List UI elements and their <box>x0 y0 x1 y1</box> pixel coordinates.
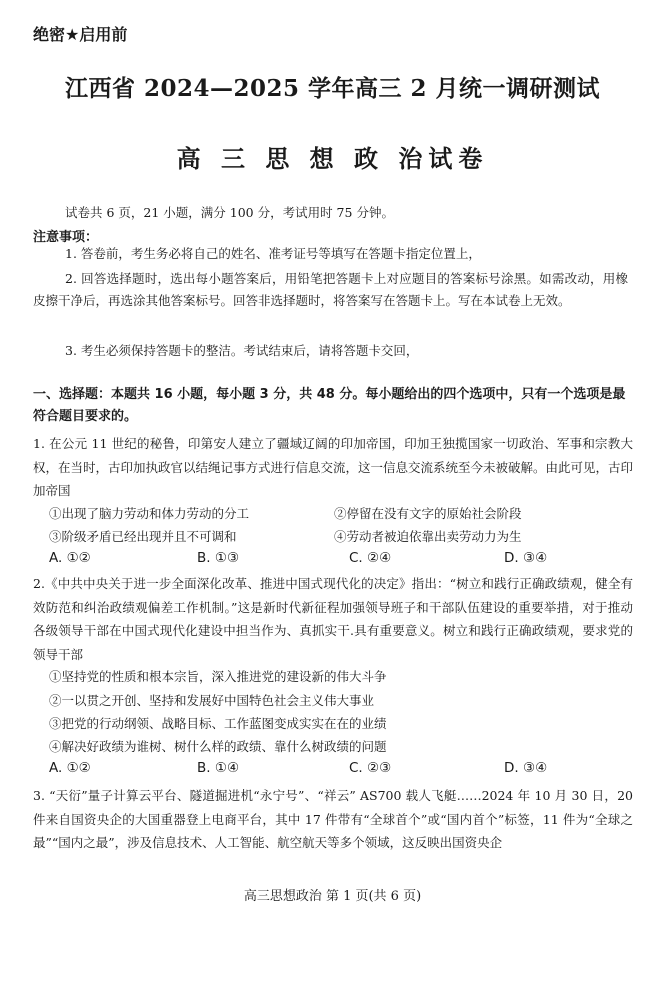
question-1-stem: 1. 在公元 11 世纪的秘鲁，印第安人建立了疆域辽阔的印加帝国，印加王独揽国家一切政治、军事和宗教大权，在当时，古印加执政官以结绳记事方式进行信息交流，这一信息交流系统至今未被破解。由此可见，古印加帝国 <box>33 436 634 498</box>
question-1-statements-row-2 <box>49 527 629 549</box>
statement: ③把党的行动纲领、战略目标、工作蓝图变成实实在在的业绩 <box>49 716 387 731</box>
confidential-mark: 绝密★启用前 <box>33 25 128 44</box>
notice-item-1: 1. 答卷前，考生务必将自己的姓名、准考证号等填写在答题卡指定位置上， <box>65 246 481 261</box>
notice-item-2: 2. 回答选择题时，选出每小题答案后，用铅笔把答题卡上对应题目的答案标号涂黑。如需改动，用橡皮擦干净后，再选涂其他答案标号。回答非选择题时，将答案写在答题卡上。写在本试卷上无效。 <box>33 271 628 308</box>
choice-c[interactable]: C. ②④ <box>349 550 392 566</box>
notice-heading: 注意事项： <box>33 230 99 245</box>
page-footer: 高三思想政治 第 1 页(共 6 页) <box>243 889 422 904</box>
question-3-stem: 3. “天衍”量子计算云平台、隧道掘进机“永宁号”、“祥云” AS700 载人飞艇……2024 年 10 月 30 日，20 件来自国资央企的大国重器登上电商平台，其中 17 件带有“全球首个”或“国内首个”标签，11 件为“全球之最”“国内之最”，涉及信息技术、人工智能、航空航天等多个领域，这反映出国资央企 <box>33 788 633 850</box>
exam-subtitle: 高 三 思 想 政 治试卷 <box>176 144 489 173</box>
choice-c[interactable]: C. ②③ <box>349 760 392 776</box>
section-heading: 一、选择题：本题共 16 小题，每小题 3 分，共 48 分。每小题给出的四个选项中，只有一个选项是最符合题目要求的。 <box>33 387 626 424</box>
statement: ④解决好政绩为谁树、树什么样的政绩、靠什么树政绩的问题 <box>49 739 387 754</box>
statement: ②一以贯之开创、坚持和发展好中国特色社会主义伟大事业 <box>49 693 375 708</box>
choice-a[interactable]: A. ①② <box>49 550 91 566</box>
statement: ①出现了脑力劳动和体力劳动的分工 <box>49 506 250 521</box>
question-1-statements-row-1 <box>49 504 629 526</box>
exam-title: 江西省 2024—2025 学年高三 2 月统一调研测试 <box>64 75 601 102</box>
choice-a[interactable]: A. ①② <box>49 760 91 776</box>
question-2-choices <box>49 760 629 782</box>
question-2-stem: 2.《中共中央关于进一步全面深化改革、推进中国式现代化的决定》指出：“树立和践行正确政绩观，健全有效防范和纠治政绩观偏差工作机制。”这是新时代新征程加强领导班子和干部队伍建设的重要举措，对于推动各级领导干部在中国式现代化建设中担当作为、真抓实干.具有重要意义。树立和践行正确政绩观，要求党的领导干部 <box>33 576 633 662</box>
choice-b[interactable]: B. ①④ <box>197 760 240 776</box>
choice-d[interactable]: D. ③④ <box>504 550 548 566</box>
statement: ①坚持党的性质和根本宗旨，深入推进党的建设新的伟大斗争 <box>49 669 387 684</box>
choice-d[interactable]: D. ③④ <box>504 760 548 776</box>
statement: ④劳动者被迫依靠出卖劳动力为生 <box>334 529 522 544</box>
question-1-choices <box>49 550 629 572</box>
statement: ③阶级矛盾已经出现并且不可调和 <box>49 529 237 544</box>
exam-info: 试卷共 6 页，21 小题，满分 100 分，考试用时 75 分钟。 <box>65 205 394 220</box>
statement: ②停留在没有文字的原始社会阶段 <box>334 506 522 521</box>
choice-b[interactable]: B. ①③ <box>197 550 240 566</box>
notice-item-3: 3. 考生必须保持答题卡的整洁。考试结束后，请将答题卡交回， <box>65 343 419 358</box>
